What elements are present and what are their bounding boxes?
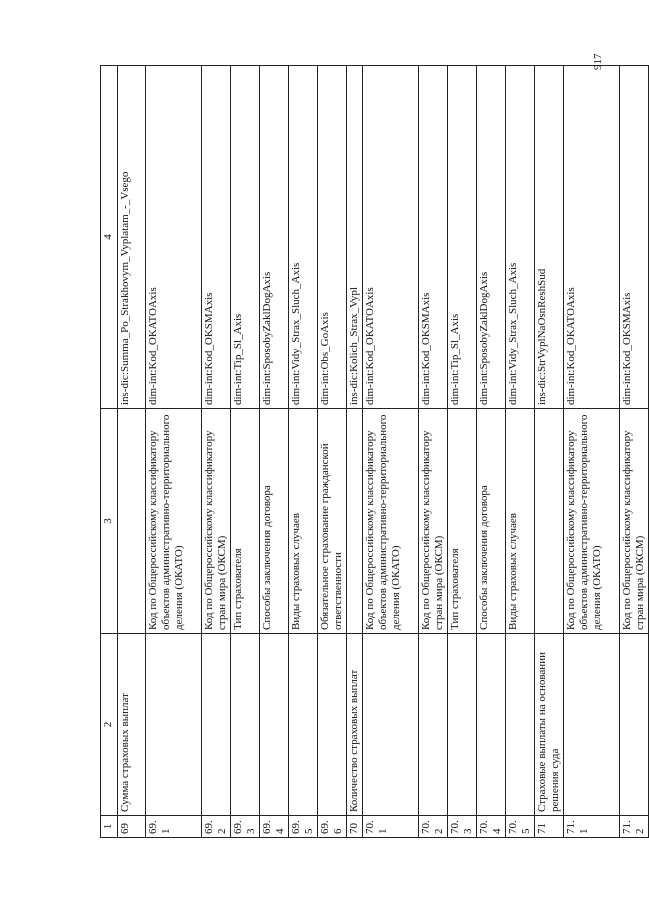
- table-row: [620, 66, 649, 838]
- indicator-name-cell: [202, 634, 231, 816]
- table-row: [289, 66, 318, 838]
- row-number-cell: 69.6: [318, 816, 347, 838]
- dimension-cell: Код по Общероссийскому классификатору стран мира (ОКСМ): [419, 409, 448, 634]
- rotated-table-frame: [100, 66, 646, 838]
- code-cell: dim-int:Kod_OKATOAxis: [146, 66, 202, 409]
- code-cell: dim-int:Tip_Sl_Axis: [448, 66, 477, 409]
- indicator-name-cell: [620, 634, 649, 816]
- code-cell: dim-int:Kod_OKSMAxis: [419, 66, 448, 409]
- table-row: [202, 66, 231, 838]
- code-cell: ins-dic:StrVyplNaOsnReshSud: [535, 66, 564, 409]
- header-cell-4: 4: [101, 66, 118, 409]
- code-cell: dim-int:Tip_Sl_Axis: [231, 66, 260, 409]
- dimension-cell: Код по Общероссийскому классификатору стран мира (ОКСМ): [202, 409, 231, 634]
- indicator-name-cell: [260, 634, 289, 816]
- indicator-name-cell: [231, 634, 260, 816]
- code-cell: ins-dic:Kolich_Strax_Vypl: [347, 66, 363, 409]
- indicator-name-cell: Количество страховых выплат: [347, 634, 363, 816]
- code-cell: dim-int:SposobyZaklDogAxis: [260, 66, 289, 409]
- dimension-cell: [118, 409, 146, 634]
- code-cell: dim-int:Obs_GoAxis: [318, 66, 347, 409]
- table-row: [477, 66, 506, 838]
- dimension-cell: Виды страховых случаев: [506, 409, 535, 634]
- header-cell-3: 3: [101, 409, 118, 634]
- code-cell: dim-int:Vidy_Strax_Sluch_Axis: [506, 66, 535, 409]
- header-cell-1: 1: [101, 816, 118, 838]
- indicator-name-cell: Сумма страховых выплат: [118, 634, 146, 816]
- dimension-cell: [535, 409, 564, 634]
- header-cell-2: 2: [101, 634, 118, 816]
- dimension-cell: Обязательное страхование гражданской ответственности: [318, 409, 347, 634]
- row-number-cell: 71.2: [620, 816, 649, 838]
- row-number-cell: 70.1: [363, 816, 419, 838]
- dimension-cell: Способы заключения договора: [477, 409, 506, 634]
- table-row: [535, 66, 564, 838]
- row-number-cell: 69: [118, 816, 146, 838]
- table-row: [118, 66, 146, 838]
- row-number-cell: 69.2: [202, 816, 231, 838]
- code-cell: dim-int:SposobyZaklDogAxis: [477, 66, 506, 409]
- code-cell: dim-int:Vidy_Strax_Sluch_Axis: [289, 66, 318, 409]
- dimension-cell: Тип страхователя: [448, 409, 477, 634]
- row-number-cell: 71: [535, 816, 564, 838]
- dimension-cell: Виды страховых случаев: [289, 409, 318, 634]
- row-number-cell: 69.5: [289, 816, 318, 838]
- code-cell: ins-dic:Summa_Po_Strakhovym_Vyplatam_-_Vsego: [118, 66, 146, 409]
- indicator-name-cell: [448, 634, 477, 816]
- dimension-cell: Способы заключения договора: [260, 409, 289, 634]
- table-header-row: [101, 66, 118, 838]
- table-row: [506, 66, 535, 838]
- table-body: [101, 66, 649, 838]
- row-number-cell: 69.1: [146, 816, 202, 838]
- indicator-name-cell: Страховые выплаты на основании решения суда: [535, 634, 564, 816]
- dimension-cell: [347, 409, 363, 634]
- row-number-cell: 71.1: [564, 816, 620, 838]
- code-cell: dim-int:Kod_OKSMAxis: [202, 66, 231, 409]
- dimension-cell: Код по Общероссийскому классификатору объектов административно-территориального деления (ОКАТО): [363, 409, 419, 634]
- code-cell: dim-int:Kod_OKATOAxis: [564, 66, 620, 409]
- row-number-cell: 70.3: [448, 816, 477, 838]
- code-cell: dim-int:Kod_OKATOAxis: [363, 66, 419, 409]
- row-number-cell: 70: [347, 816, 363, 838]
- dimension-cell: Тип страхователя: [231, 409, 260, 634]
- table-row: [260, 66, 289, 838]
- dimension-cell: Код по Общероссийскому классификатору объектов административно-территориального деления (ОКАТО): [146, 409, 202, 634]
- row-number-cell: 69.4: [260, 816, 289, 838]
- row-number-cell: 69.3: [231, 816, 260, 838]
- indicator-name-cell: [419, 634, 448, 816]
- dimension-cell: Код по Общероссийскому классификатору объектов административно-территориального деления (ОКАТО): [564, 409, 620, 634]
- indicator-name-cell: [289, 634, 318, 816]
- table-row: [318, 66, 347, 838]
- table-row: [146, 66, 202, 838]
- table-row: [448, 66, 477, 838]
- table-row: [347, 66, 363, 838]
- table-row: [419, 66, 448, 838]
- row-number-cell: 70.5: [506, 816, 535, 838]
- data-table: [100, 65, 649, 838]
- row-number-cell: 70.2: [419, 816, 448, 838]
- table-row: [564, 66, 620, 838]
- table-row: [231, 66, 260, 838]
- indicator-name-cell: [506, 634, 535, 816]
- indicator-name-cell: [363, 634, 419, 816]
- page-number: 917: [592, 53, 604, 70]
- dimension-cell: Код по Общероссийскому классификатору стран мира (ОКСМ): [620, 409, 649, 634]
- table-row: [363, 66, 419, 838]
- row-number-cell: 70.4: [477, 816, 506, 838]
- indicator-name-cell: [318, 634, 347, 816]
- code-cell: dim-int:Kod_OKSMAxis: [620, 66, 649, 409]
- indicator-name-cell: [477, 634, 506, 816]
- indicator-name-cell: [146, 634, 202, 816]
- indicator-name-cell: [564, 634, 620, 816]
